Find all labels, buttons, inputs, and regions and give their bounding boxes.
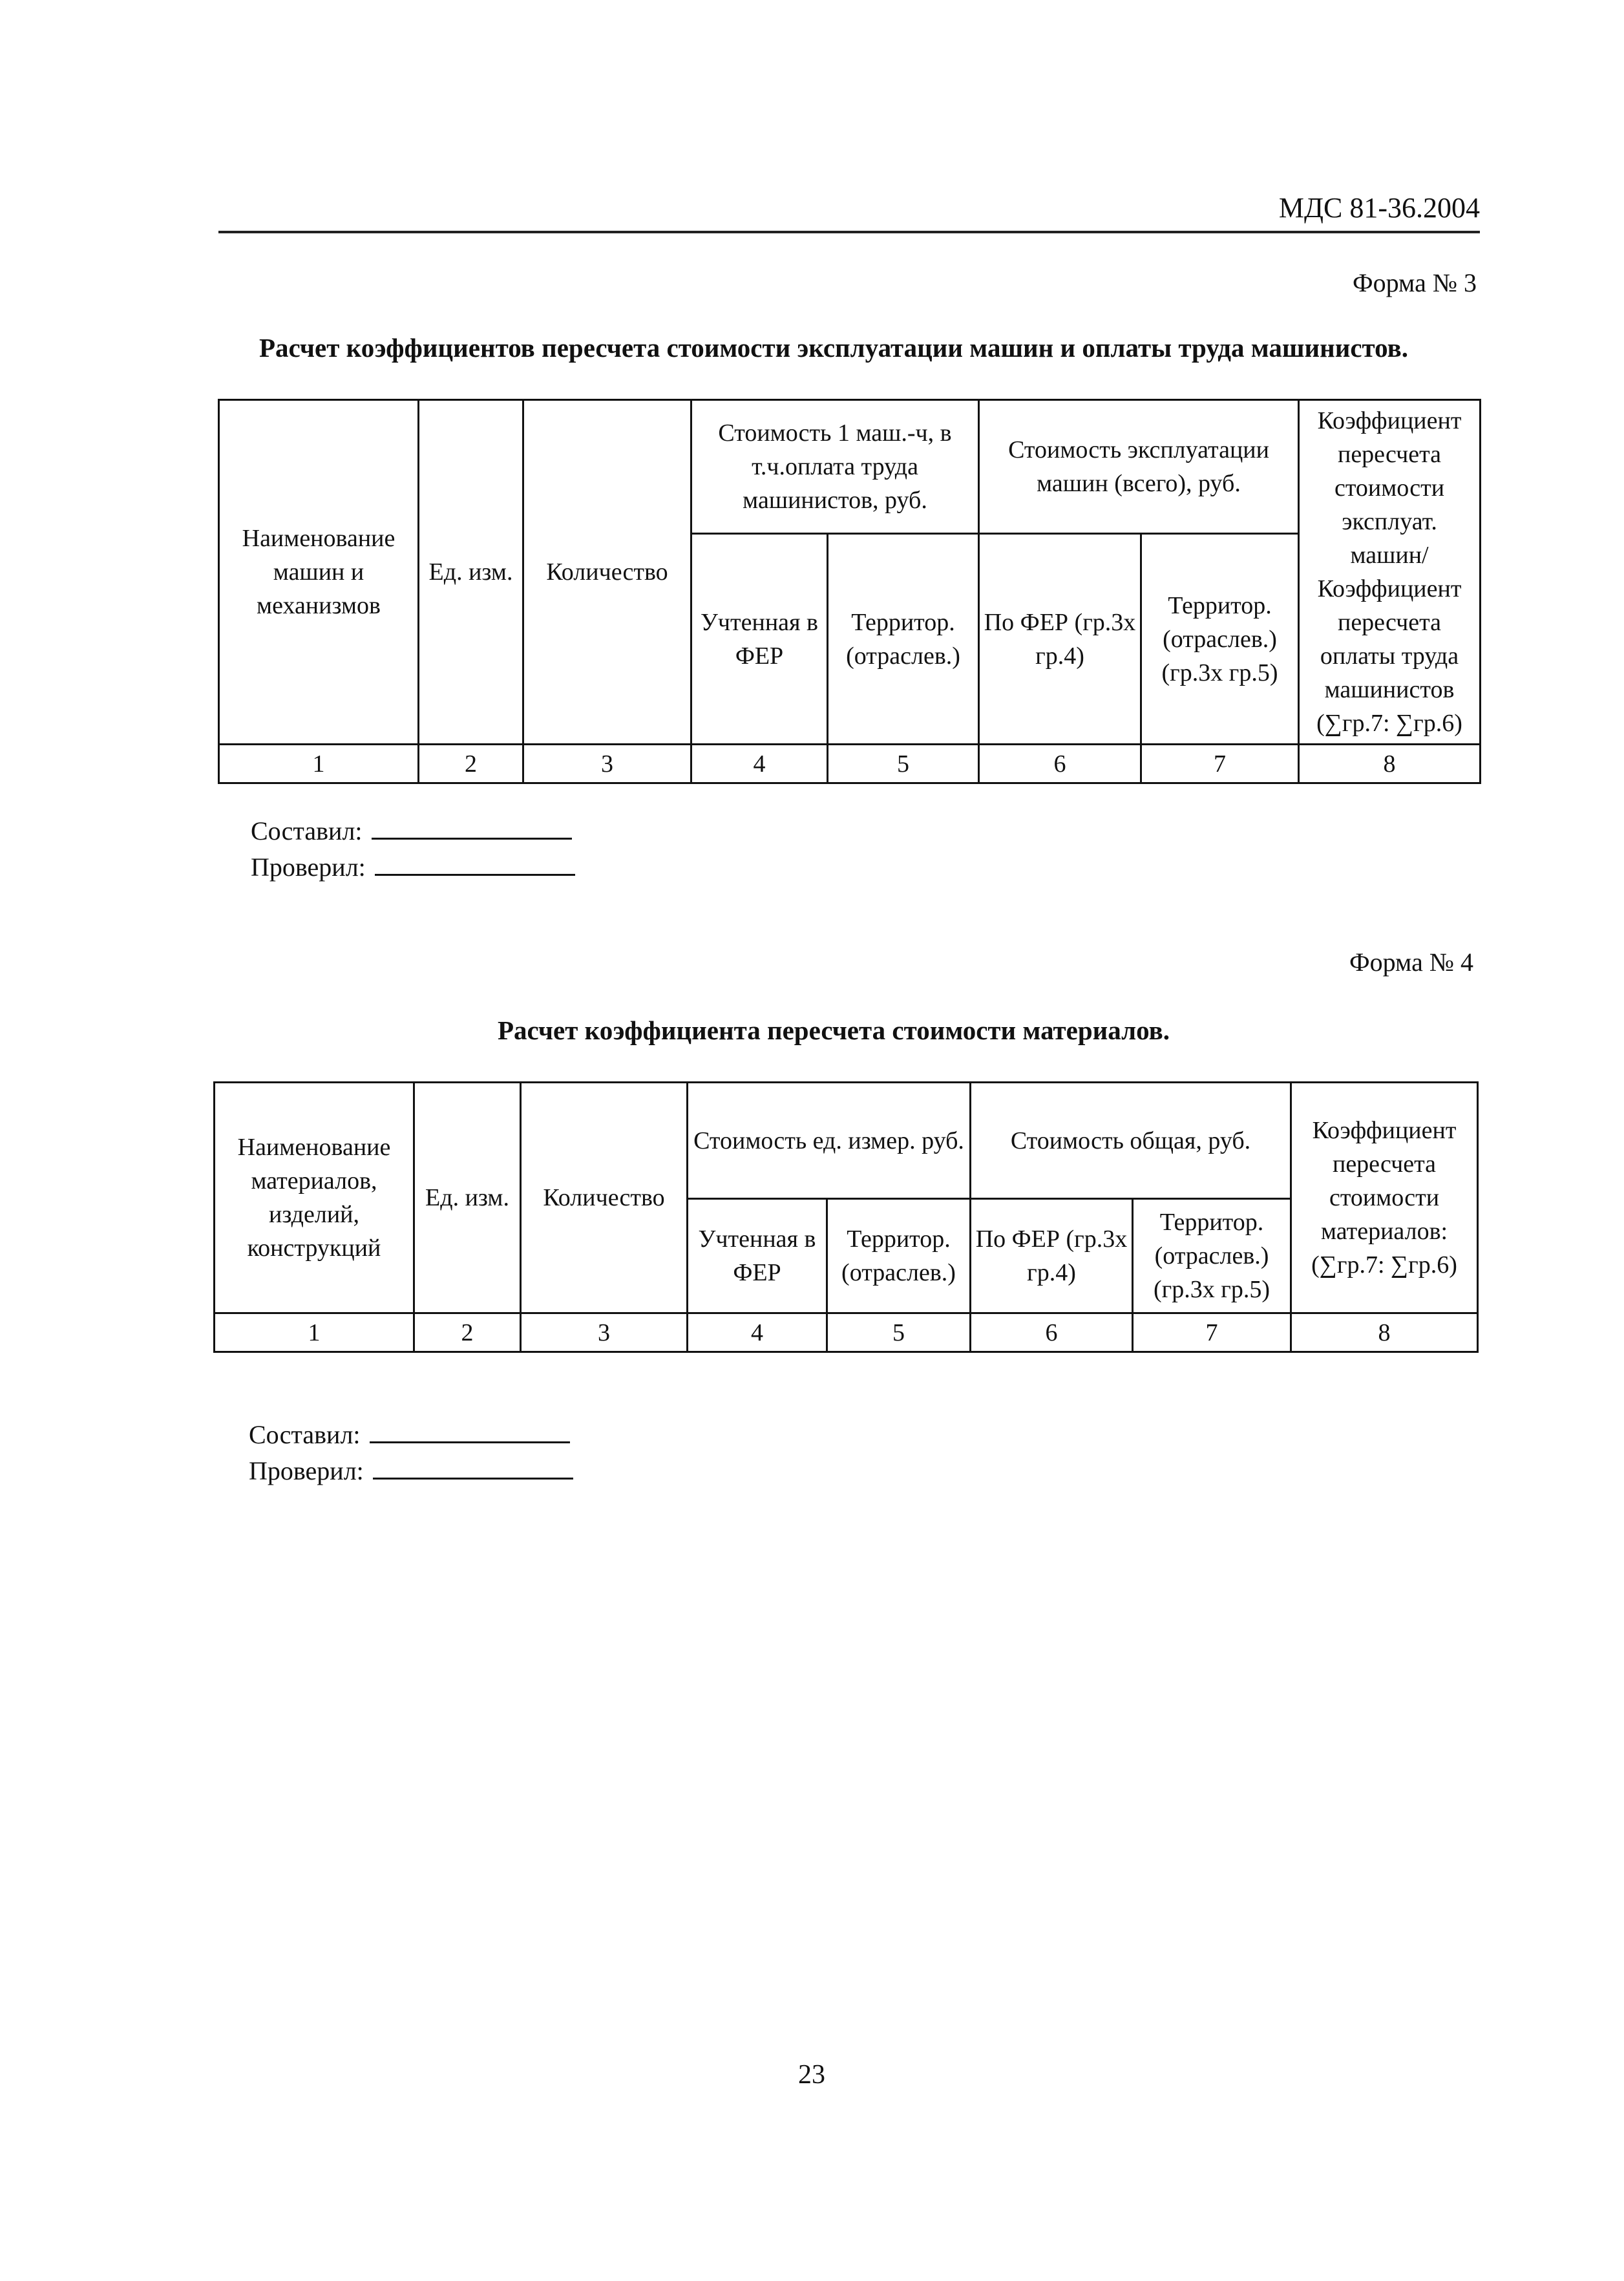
header-fer-included: Учтенная в ФЕР [691, 534, 828, 745]
column-number: 6 [979, 745, 1141, 783]
header-quantity: Количество [521, 1083, 688, 1313]
column-number: 1 [219, 745, 419, 783]
header-by-fer: По ФЕР (гр.3х гр.4) [979, 534, 1141, 745]
document-code: МДС 81-36.2004 [1278, 192, 1480, 224]
header-unit-cost-group: Стоимость ед. измер. руб. [688, 1083, 971, 1199]
header-territorial-total: Территор. (отраслев.) (гр.3х гр.5) [1141, 534, 1299, 745]
header-unit: Ед. изм. [419, 400, 523, 745]
column-number: 4 [688, 1313, 827, 1352]
compiled-by-label: Составил: [249, 1420, 361, 1449]
column-number: 2 [419, 745, 523, 783]
form-3-label: Форма № 3 [1353, 268, 1477, 297]
form-3-table [218, 399, 1481, 784]
compiled-by-row [251, 813, 575, 849]
compiled-by-row [249, 1417, 573, 1453]
form-4-table [213, 1081, 1479, 1353]
header-machine-name: Наименование машин и механизмов [219, 400, 419, 745]
checked-by-label: Проверил: [251, 853, 366, 882]
form-4-label: Форма № 4 [1349, 948, 1473, 977]
column-number: 3 [523, 745, 691, 783]
header-territorial: Территор. (отраслев.) [827, 1199, 971, 1313]
compiled-by-line [372, 816, 572, 840]
header-operating-cost-group: Стоимость эксплуатации машин (всего), руб. [979, 400, 1299, 534]
column-number: 4 [691, 745, 828, 783]
compiled-by-label: Составил: [251, 816, 363, 845]
column-number: 1 [215, 1313, 414, 1352]
column-number: 3 [521, 1313, 688, 1352]
header-hour-cost-group: Стоимость 1 маш.-ч, в т.ч.оплата труда машинистов, руб. [691, 400, 979, 534]
checked-by-row [251, 849, 575, 886]
column-number: 7 [1133, 1313, 1291, 1352]
checked-by-line [375, 852, 575, 876]
form-3-title: Расчет коэффициентов пересчета стоимости эксплуатации машин и оплаты труда машинистов. [258, 333, 1408, 363]
column-number: 8 [1299, 745, 1481, 783]
header-total-cost-group: Стоимость общая, руб. [971, 1083, 1291, 1199]
header-coefficient: Коэффициент пересчета стоимости эксплуат. машин/ Коэффициент пересчета оплаты труда машинистов (∑гр.7: ∑гр.6) [1299, 400, 1481, 745]
form-4-title: Расчет коэффициента пересчета стоимости материалов. [497, 1015, 1170, 1045]
checked-by-label: Проверил: [249, 1456, 364, 1485]
header-fer-included: Учтенная в ФЕР [688, 1199, 827, 1313]
header-by-fer: По ФЕР (гр.3х гр.4) [971, 1199, 1133, 1313]
form-4-signatures [249, 1417, 573, 1489]
checked-by-row [249, 1453, 573, 1489]
checked-by-line [373, 1456, 573, 1480]
header-territorial-total: Территор. (отраслев.) (гр.3х гр.5) [1133, 1199, 1291, 1313]
column-number: 5 [828, 745, 979, 783]
page-number: 23 [798, 2060, 825, 2090]
header-territorial: Территор. (отраслев.) [828, 534, 979, 745]
header-material-name: Наименование материалов, изделий, конструкций [215, 1083, 414, 1313]
header-quantity: Количество [523, 400, 691, 745]
column-number: 7 [1141, 745, 1299, 783]
column-number: 8 [1291, 1313, 1478, 1352]
header-unit: Ед. изм. [414, 1083, 521, 1313]
header-divider [218, 231, 1480, 233]
column-number: 2 [414, 1313, 521, 1352]
column-number: 6 [971, 1313, 1133, 1352]
form-3-signatures [251, 813, 575, 886]
header-coefficient: Коэффициент пересчета стоимости материалов: (∑гр.7: ∑гр.6) [1291, 1083, 1478, 1313]
compiled-by-line [370, 1419, 570, 1443]
column-number: 5 [827, 1313, 971, 1352]
